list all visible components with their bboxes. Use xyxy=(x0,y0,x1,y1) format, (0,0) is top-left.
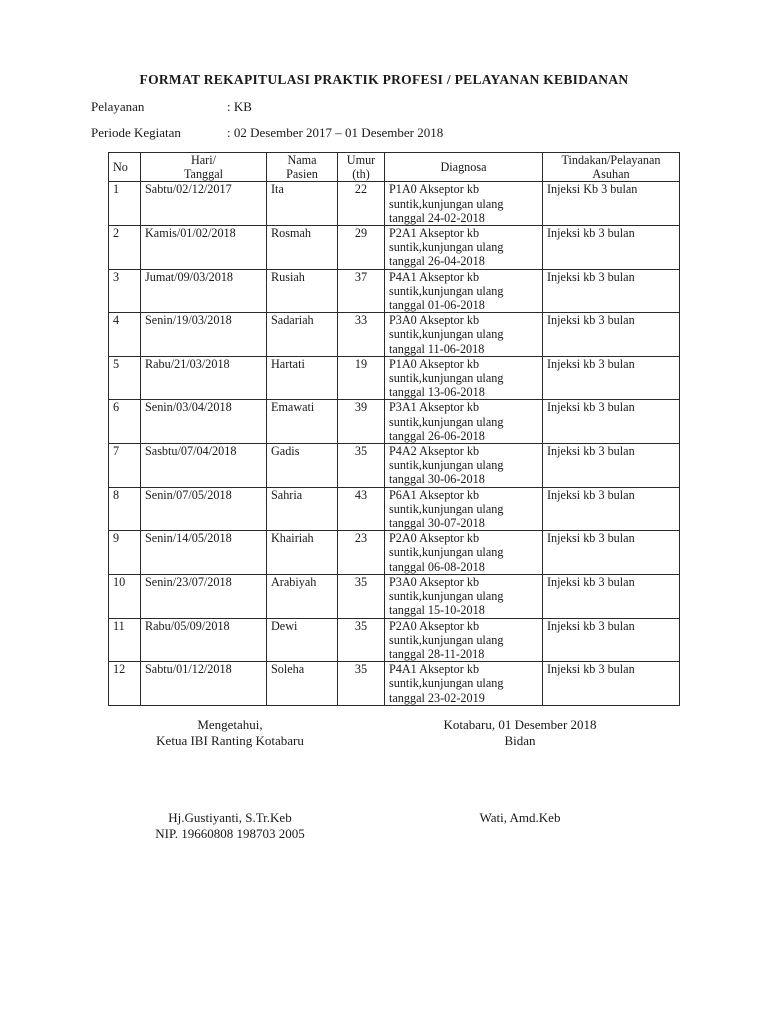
cell-nama-text: Arabiyah xyxy=(271,574,317,589)
table-row xyxy=(109,269,680,313)
cell-umur-text: 37 xyxy=(354,269,368,284)
cell-nama xyxy=(267,662,338,706)
cell-diagnosa-text: suntik,kunjungan ulang xyxy=(389,589,504,604)
mengetahui-text: Mengetahui, xyxy=(197,717,263,732)
cell-tindakan xyxy=(543,531,680,575)
cell-diagnosa xyxy=(385,574,543,618)
cell-diagnosa-text: tanggal 24-02-2018 xyxy=(389,210,485,225)
pelayanan-label: Pelayanan xyxy=(91,99,145,114)
table-row xyxy=(109,226,680,270)
cell-diagnosa-text: tanggal 15-10-2018 xyxy=(389,603,485,618)
cell-nama-text: Khairiah xyxy=(271,531,314,546)
table-row xyxy=(109,618,680,662)
cell-no xyxy=(109,487,141,531)
document-title: FORMAT REKAPITULASI PRAKTIK PROFESI / PELAYANAN KEBIDANAN xyxy=(139,72,629,87)
cell-umur xyxy=(338,356,385,400)
cell-tindakan-text: Injeksi kb 3 bulan xyxy=(547,226,635,241)
cell-diagnosa-text: tanggal 26-04-2018 xyxy=(389,254,485,269)
header-tindakan: Tindakan/Pelayanan Asuhan xyxy=(543,153,680,182)
cell-no xyxy=(109,400,141,444)
cell-nama xyxy=(267,313,338,357)
cell-tanggal xyxy=(141,618,267,662)
cell-umur xyxy=(338,531,385,575)
cell-tanggal-text: Kamis/01/02/2018 xyxy=(145,226,236,241)
header-tanggal: Hari/ Tanggal xyxy=(141,153,267,182)
cell-umur xyxy=(338,662,385,706)
cell-diagnosa-text: suntik,kunjungan ulang xyxy=(389,414,504,429)
cell-tindakan-text: Injeksi kb 3 bulan xyxy=(547,269,635,284)
cell-diagnosa-text: tanggal 11-06-2018 xyxy=(389,341,485,356)
cell-tanggal-text: Senin/23/07/2018 xyxy=(145,574,232,589)
cell-diagnosa-text: suntik,kunjungan ulang xyxy=(389,283,504,298)
cell-tanggal-text: Senin/07/05/2018 xyxy=(145,487,232,502)
cell-diagnosa-text: P4A1 Akseptor kb xyxy=(389,662,480,677)
cell-no xyxy=(109,618,141,662)
cell-nama-text: Rusiah xyxy=(271,269,305,284)
cell-nama-text: Gadis xyxy=(271,444,300,459)
cell-diagnosa-text: suntik,kunjungan ulang xyxy=(389,632,504,647)
cell-nama-text: Rosmah xyxy=(271,226,311,241)
cell-no xyxy=(109,574,141,618)
cell-umur-text: 39 xyxy=(354,400,368,415)
cell-tanggal-text: Senin/19/03/2018 xyxy=(145,313,232,328)
cell-tindakan-text: Injeksi kb 3 bulan xyxy=(547,574,635,589)
cell-tanggal-text: Sasbtu/07/04/2018 xyxy=(145,444,237,459)
cell-tanggal-text: Rabu/21/03/2018 xyxy=(145,356,230,371)
cell-diagnosa-text: P4A2 Akseptor kb xyxy=(389,444,480,459)
cell-diagnosa xyxy=(385,531,543,575)
cell-no-text: 1 xyxy=(113,182,120,197)
cell-no xyxy=(109,269,141,313)
cell-tindakan-text: Injeksi kb 3 bulan xyxy=(547,662,635,677)
cell-umur xyxy=(338,487,385,531)
cell-no-text: 11 xyxy=(113,618,125,633)
cell-tindakan-text: Injeksi kb 3 bulan xyxy=(547,400,635,415)
cell-tanggal xyxy=(141,574,267,618)
cell-tanggal xyxy=(141,531,267,575)
cell-umur xyxy=(338,313,385,357)
signature-right-block xyxy=(400,717,640,749)
table-row xyxy=(109,574,680,618)
cell-no-text: 9 xyxy=(113,531,120,546)
cell-diagnosa-text: tanggal 06-08-2018 xyxy=(389,559,485,574)
cell-diagnosa-text: P6A1 Akseptor kb xyxy=(389,487,480,502)
cell-tindakan xyxy=(543,487,680,531)
signer-right-name: Wati, Amd.Keb xyxy=(479,810,561,825)
cell-no xyxy=(109,182,141,226)
cell-nama xyxy=(267,487,338,531)
cell-umur-text: 22 xyxy=(354,182,368,197)
cell-diagnosa-text: suntik,kunjungan ulang xyxy=(389,240,504,255)
cell-diagnosa-text: suntik,kunjungan ulang xyxy=(389,327,504,342)
cell-nama-text: Soleha xyxy=(271,662,305,677)
cell-umur xyxy=(338,400,385,444)
cell-diagnosa-text: tanggal 13-06-2018 xyxy=(389,385,485,400)
cell-umur-text: 19 xyxy=(354,356,368,371)
place-date: Kotabaru, 01 Desember 2018 xyxy=(443,717,597,732)
cell-diagnosa-text: tanggal 23-02-2019 xyxy=(389,690,485,705)
cell-tindakan-text: Injeksi kb 3 bulan xyxy=(547,487,635,502)
cell-umur-text: 23 xyxy=(354,531,368,546)
cell-tindakan-text: Injeksi kb 3 bulan xyxy=(547,356,635,371)
pelayanan-row xyxy=(91,99,252,115)
cell-tanggal-text: Senin/03/04/2018 xyxy=(145,400,232,415)
cell-tanggal-text: Senin/14/05/2018 xyxy=(145,531,232,546)
cell-tindakan xyxy=(543,182,680,226)
cell-nama xyxy=(267,182,338,226)
cell-tindakan xyxy=(543,618,680,662)
cell-no-text: 8 xyxy=(113,487,120,502)
cell-tanggal xyxy=(141,444,267,488)
cell-no xyxy=(109,531,141,575)
cell-diagnosa-text: P2A0 Akseptor kb xyxy=(389,618,480,633)
cell-tindakan xyxy=(543,269,680,313)
cell-nama xyxy=(267,574,338,618)
cell-nama xyxy=(267,400,338,444)
cell-no-text: 6 xyxy=(113,400,120,415)
cell-tanggal-text: Rabu/05/09/2018 xyxy=(145,618,230,633)
cell-diagnosa xyxy=(385,662,543,706)
cell-nama xyxy=(267,226,338,270)
cell-no-text: 2 xyxy=(113,226,120,241)
header-umur: Umur (th) xyxy=(338,153,385,182)
cell-nama-text: Sahria xyxy=(271,487,303,502)
signer-right xyxy=(400,810,640,826)
cell-no xyxy=(109,444,141,488)
cell-tindakan xyxy=(543,356,680,400)
table-row xyxy=(109,356,680,400)
periode-value: : 02 Desember 2017 – 01 Desember 2018 xyxy=(227,125,444,140)
ketua-title: Ketua IBI Ranting Kotabaru xyxy=(156,733,304,748)
periode-label: Periode Kegiatan xyxy=(91,125,181,140)
cell-diagnosa-text: suntik,kunjungan ulang xyxy=(389,545,504,560)
cell-umur xyxy=(338,618,385,662)
cell-diagnosa-text: tanggal 01-06-2018 xyxy=(389,298,485,313)
cell-no-text: 5 xyxy=(113,356,120,371)
cell-diagnosa xyxy=(385,226,543,270)
cell-nama xyxy=(267,531,338,575)
cell-no xyxy=(109,313,141,357)
cell-tindakan xyxy=(543,574,680,618)
cell-diagnosa xyxy=(385,444,543,488)
cell-diagnosa-text: tanggal 30-07-2018 xyxy=(389,516,485,531)
cell-diagnosa-text: tanggal 28-11-2018 xyxy=(389,646,485,661)
cell-diagnosa xyxy=(385,618,543,662)
cell-umur xyxy=(338,269,385,313)
signer-left-nip: NIP. 19660808 198703 2005 xyxy=(155,826,305,841)
table-header-row xyxy=(109,153,680,182)
cell-tindakan xyxy=(543,313,680,357)
cell-tanggal xyxy=(141,662,267,706)
cell-tindakan xyxy=(543,226,680,270)
cell-tindakan xyxy=(543,662,680,706)
table-row xyxy=(109,531,680,575)
cell-no xyxy=(109,662,141,706)
cell-diagnosa-text: suntik,kunjungan ulang xyxy=(389,676,504,691)
cell-diagnosa xyxy=(385,356,543,400)
cell-tindakan-text: Injeksi kb 3 bulan xyxy=(547,531,635,546)
cell-umur-text: 35 xyxy=(354,662,368,677)
cell-tindakan-text: Injeksi Kb 3 bulan xyxy=(547,182,638,197)
cell-diagnosa-text: P4A1 Akseptor kb xyxy=(389,269,480,284)
cell-diagnosa xyxy=(385,182,543,226)
table-row xyxy=(109,400,680,444)
cell-umur xyxy=(338,574,385,618)
rekap-table xyxy=(108,152,680,706)
cell-tanggal xyxy=(141,226,267,270)
cell-no-text: 4 xyxy=(113,313,120,328)
cell-umur-text: 35 xyxy=(354,444,368,459)
cell-tanggal xyxy=(141,313,267,357)
cell-diagnosa-text: tanggal 30-06-2018 xyxy=(389,472,485,487)
cell-no-text: 10 xyxy=(113,574,126,589)
header-diagnosa: Diagnosa xyxy=(385,153,543,182)
signer-left-name: Hj.Gustiyanti, S.Tr.Keb xyxy=(168,810,292,825)
cell-umur-text: 29 xyxy=(354,226,368,241)
cell-umur-text: 35 xyxy=(354,618,368,633)
table-row xyxy=(109,487,680,531)
cell-umur-text: 33 xyxy=(354,313,368,328)
cell-nama-text: Ita xyxy=(271,182,284,197)
header-nama: Nama Pasien xyxy=(267,153,338,182)
cell-tanggal xyxy=(141,487,267,531)
cell-nama xyxy=(267,618,338,662)
periode-row xyxy=(91,125,443,141)
cell-diagnosa-text: suntik,kunjungan ulang xyxy=(389,458,504,473)
bidan-title: Bidan xyxy=(504,733,536,748)
cell-nama xyxy=(267,269,338,313)
cell-tindakan-text: Injeksi kb 3 bulan xyxy=(547,313,635,328)
cell-diagnosa-text: tanggal 26-06-2018 xyxy=(389,428,485,443)
cell-diagnosa-text: P1A0 Akseptor kb xyxy=(389,356,480,371)
cell-tanggal xyxy=(141,400,267,444)
cell-no-text: 12 xyxy=(113,662,126,677)
cell-nama-text: Sadariah xyxy=(271,313,314,328)
cell-umur xyxy=(338,226,385,270)
table-row xyxy=(109,182,680,226)
header-no: No xyxy=(109,153,141,182)
cell-tanggal-text: Sabtu/01/12/2018 xyxy=(145,662,232,677)
cell-tindakan xyxy=(543,400,680,444)
cell-diagnosa-text: P2A0 Akseptor kb xyxy=(389,531,480,546)
pelayanan-value: : KB xyxy=(227,99,252,114)
cell-umur xyxy=(338,182,385,226)
table-row xyxy=(109,313,680,357)
cell-nama xyxy=(267,444,338,488)
cell-no xyxy=(109,356,141,400)
cell-diagnosa-text: P1A0 Akseptor kb xyxy=(389,182,480,197)
cell-tindakan-text: Injeksi kb 3 bulan xyxy=(547,618,635,633)
cell-tanggal xyxy=(141,182,267,226)
cell-diagnosa-text: P2A1 Akseptor kb xyxy=(389,226,480,241)
cell-nama-text: Dewi xyxy=(271,618,298,633)
cell-diagnosa-text: P3A0 Akseptor kb xyxy=(389,313,480,328)
cell-tanggal-text: Jumat/09/03/2018 xyxy=(145,269,234,284)
cell-diagnosa-text: P3A1 Akseptor kb xyxy=(389,400,480,415)
cell-diagnosa xyxy=(385,487,543,531)
cell-tanggal xyxy=(141,269,267,313)
cell-no-text: 3 xyxy=(113,269,120,284)
table-row xyxy=(109,662,680,706)
cell-diagnosa-text: suntik,kunjungan ulang xyxy=(389,371,504,386)
cell-no xyxy=(109,226,141,270)
cell-no-text: 7 xyxy=(113,444,120,459)
cell-tanggal-text: Sabtu/02/12/2017 xyxy=(145,182,232,197)
cell-diagnosa xyxy=(385,400,543,444)
cell-nama xyxy=(267,356,338,400)
cell-tindakan-text: Injeksi kb 3 bulan xyxy=(547,444,635,459)
cell-diagnosa-text: suntik,kunjungan ulang xyxy=(389,501,504,516)
signature-left-block xyxy=(110,717,350,749)
cell-tanggal xyxy=(141,356,267,400)
cell-diagnosa-text: suntik,kunjungan ulang xyxy=(389,196,504,211)
cell-diagnosa xyxy=(385,269,543,313)
cell-nama-text: Emawati xyxy=(271,400,315,415)
cell-diagnosa-text: P3A0 Akseptor kb xyxy=(389,574,480,589)
cell-umur-text: 35 xyxy=(354,574,368,589)
cell-diagnosa xyxy=(385,313,543,357)
cell-tindakan xyxy=(543,444,680,488)
signer-left xyxy=(110,810,350,842)
cell-nama-text: Hartati xyxy=(271,356,305,371)
cell-umur-text: 43 xyxy=(354,487,368,502)
cell-umur xyxy=(338,444,385,488)
table-row xyxy=(109,444,680,488)
